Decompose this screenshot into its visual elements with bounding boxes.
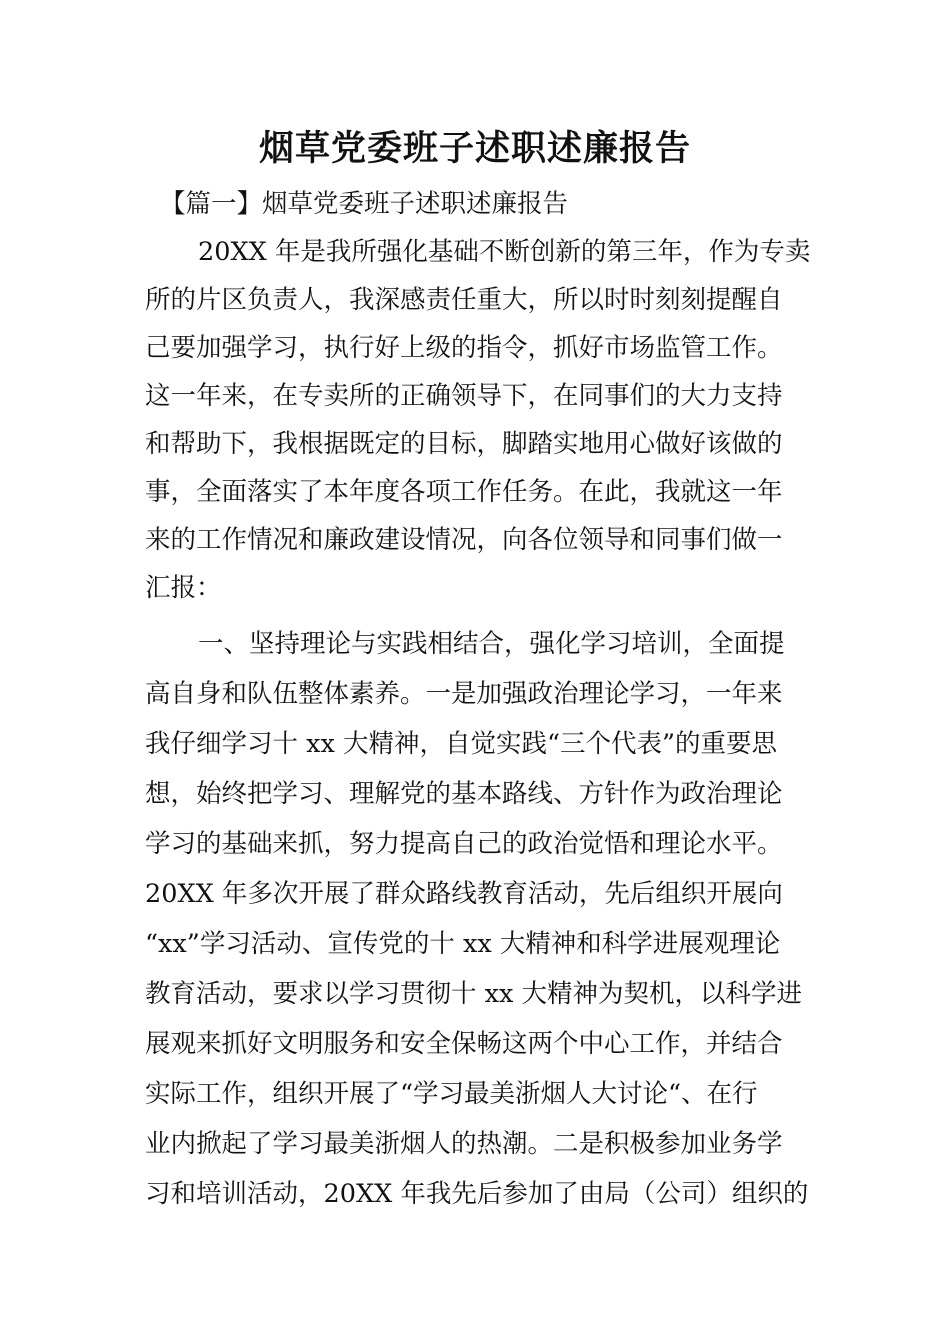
paragraph-line: 展观来抓好文明服务和安全保畅这两个中心工作，并结合 [145, 1029, 783, 1059]
paragraph-line: 想，始终把学习、理解党的基本路线、方针作为政治理论 [145, 779, 783, 809]
paragraph-line: “xx”学习活动、宣传党的十 xx 大精神和科学进展观理论 [145, 929, 781, 959]
paragraph-line: 习和培训活动，20XX 年我先后参加了由局（公司）组织的 [145, 1179, 809, 1209]
paragraph-line: 我仔细学习十 xx 大精神，自觉实践“三个代表”的重要思 [145, 729, 778, 759]
section-heading: 【篇一】烟草党委班子述职述廉报告 [160, 189, 569, 219]
paragraph-line: 汇报： [145, 573, 222, 603]
paragraph-line: 这一年来，在专卖所的正确领导下，在同事们的大力支持 [145, 381, 783, 411]
paragraph-line: 来的工作情况和廉政建设情况，向各位领导和同事们做一 [145, 525, 783, 555]
paragraph-line: 己要加强学习，执行好上级的指令，抓好市场监管工作。 [145, 333, 783, 363]
paragraph-line: 业内掀起了学习最美浙烟人的热潮。二是积极参加业务学 [145, 1129, 783, 1159]
paragraph-line: 高自身和队伍整体素养。一是加强政治理论学习，一年来 [145, 679, 783, 709]
paragraph-line: 教育活动，要求以学习贯彻十 xx 大精神为契机，以科学进 [145, 979, 802, 1009]
paragraph-line: 学习的基础来抓，努力提高自己的政治觉悟和理论水平。 [145, 829, 783, 859]
paragraph-line: 一、坚持理论与实践相结合，强化学习培训，全面提 [198, 629, 785, 659]
document-title: 烟草党委班子述职述廉报告 [258, 128, 691, 169]
paragraph-line: 和帮助下，我根据既定的目标，脚踏实地用心做好该做的 [145, 429, 783, 459]
paragraph-line: 20XX 年是我所强化基础不断创新的第三年，作为专卖 [198, 237, 811, 267]
paragraph-line: 实际工作，组织开展了“学习最美浙烟人大讨论“、在行 [145, 1079, 758, 1109]
paragraph-line: 所的片区负责人，我深感责任重大，所以时时刻刻提醒自 [145, 285, 783, 315]
paragraph-line: 事，全面落实了本年度各项工作任务。在此，我就这一年 [145, 477, 783, 507]
paragraph-line: 20XX 年多次开展了群众路线教育活动，先后组织开展向 [145, 879, 783, 909]
